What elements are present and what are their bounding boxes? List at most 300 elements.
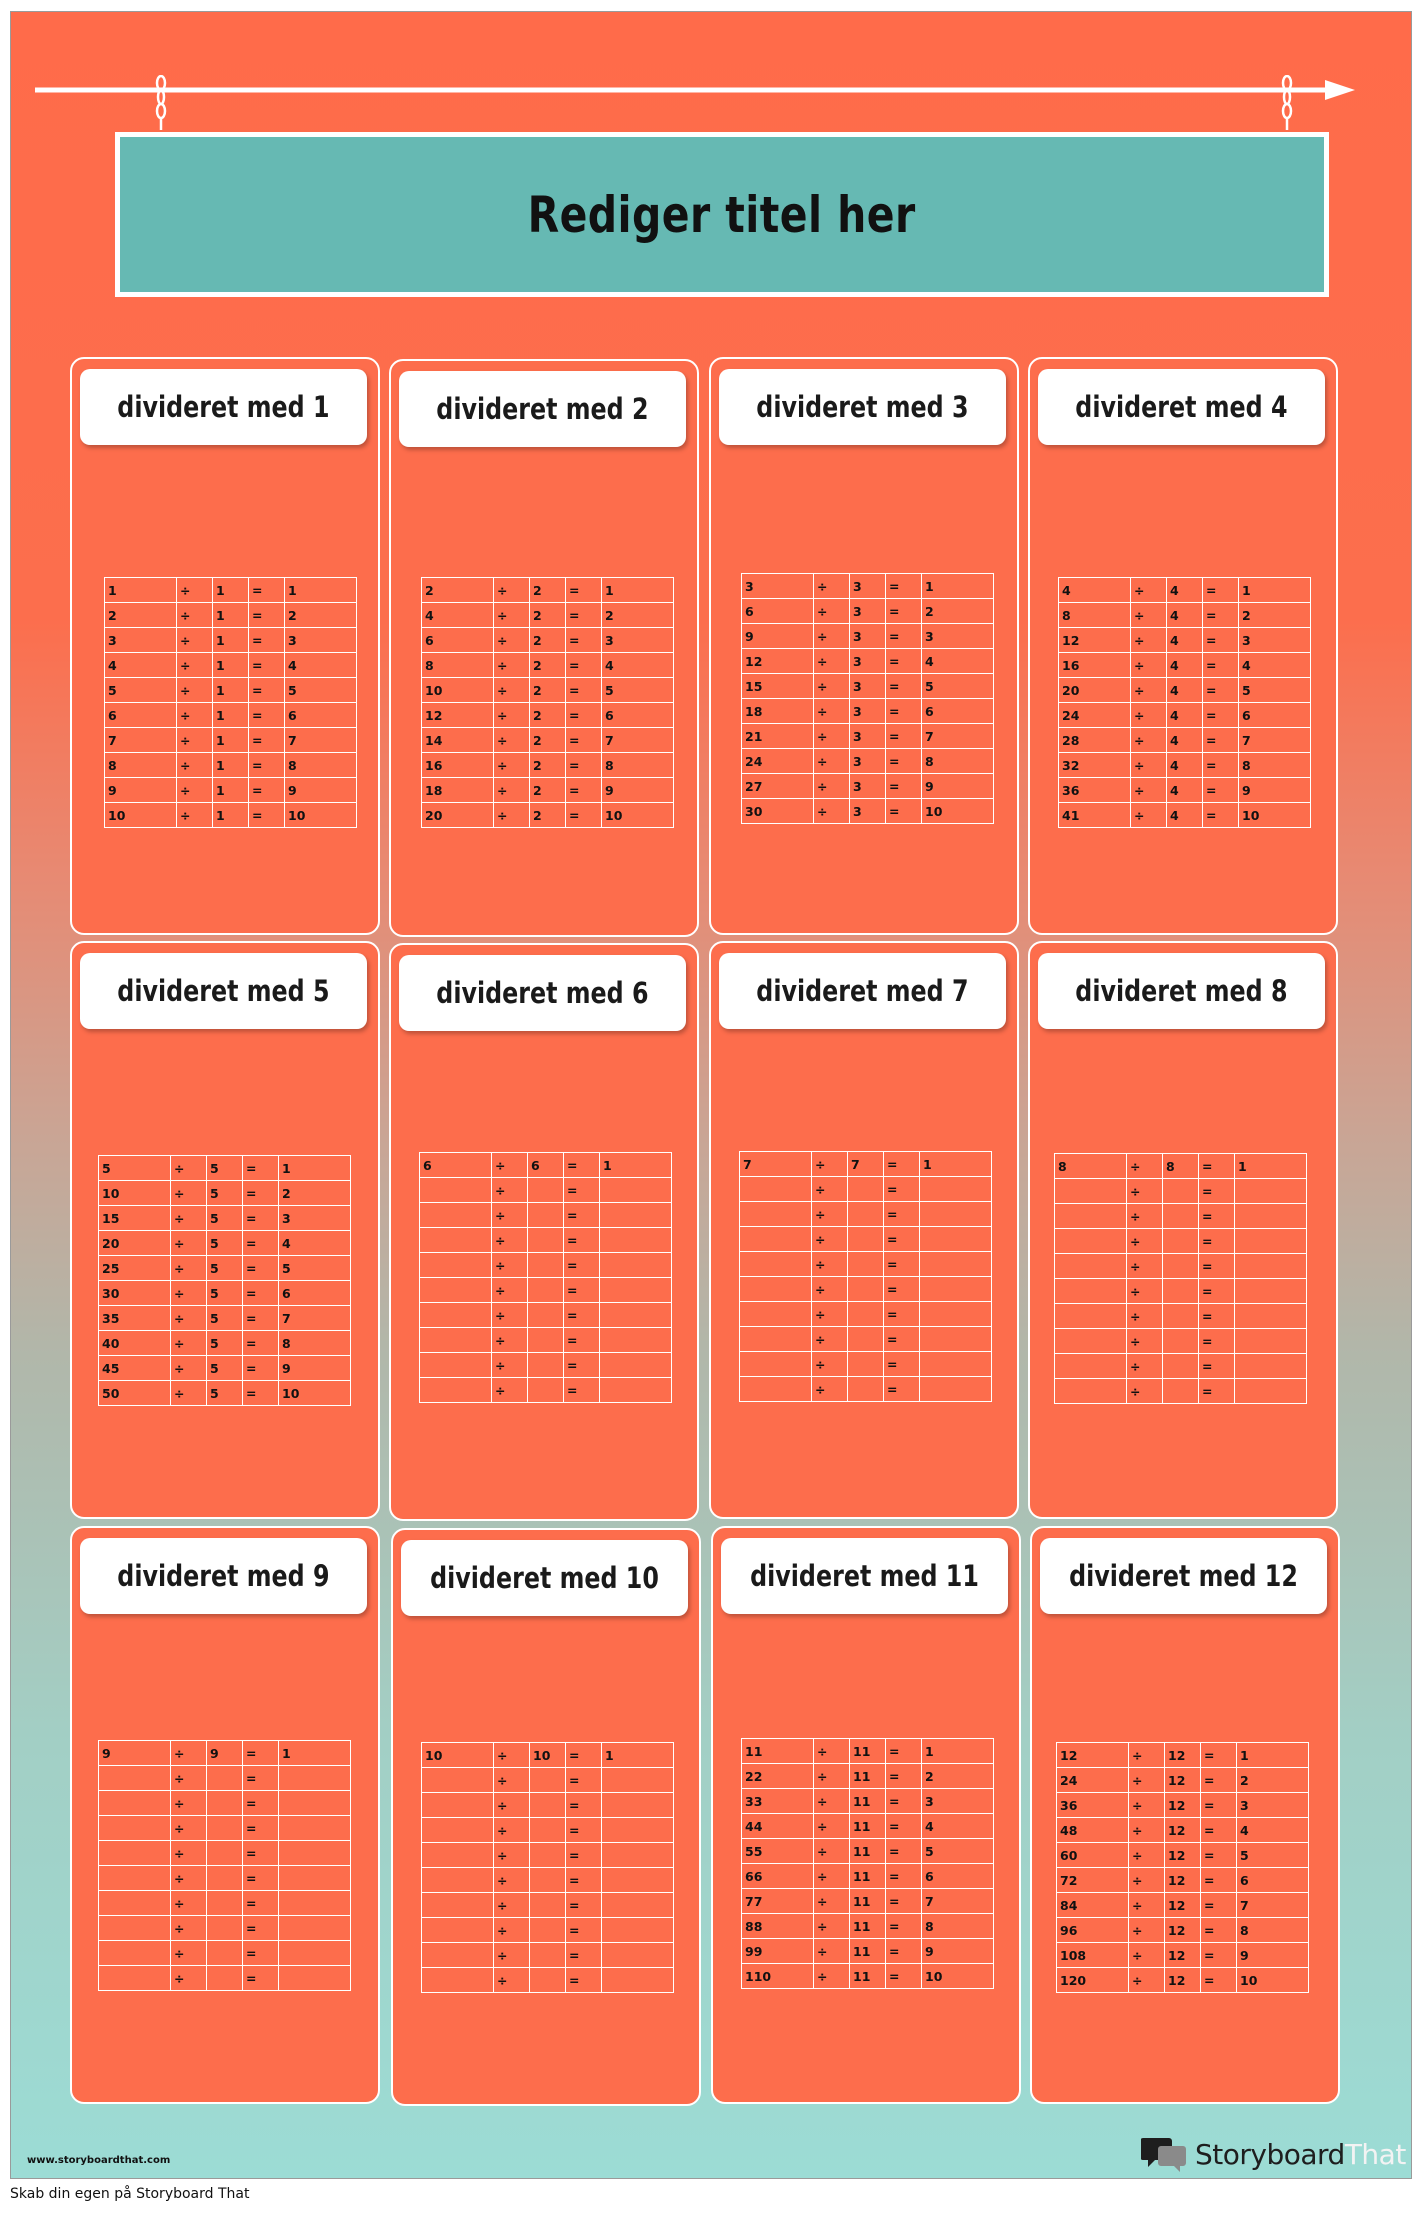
divide-sign-cell[interactable]: ÷ — [177, 653, 213, 678]
divide-sign-cell[interactable]: ÷ — [492, 1278, 528, 1303]
quotient-cell[interactable] — [600, 1303, 672, 1328]
divide-sign-cell[interactable]: ÷ — [492, 1378, 528, 1403]
quotient-cell[interactable]: 1 — [279, 1741, 351, 1766]
dividend-cell[interactable]: 27 — [742, 774, 814, 799]
divisor-cell[interactable]: 3 — [850, 724, 886, 749]
divide-sign-cell[interactable]: ÷ — [171, 1181, 207, 1206]
quotient-cell[interactable] — [920, 1227, 992, 1252]
dividend-cell[interactable]: 28 — [1059, 728, 1131, 753]
divide-sign-cell[interactable]: ÷ — [814, 774, 850, 799]
equals-sign-cell[interactable]: = — [566, 1743, 602, 1768]
equals-sign-cell[interactable]: = — [249, 628, 285, 653]
equals-sign-cell[interactable]: = — [1203, 753, 1239, 778]
card-header[interactable] — [80, 1538, 367, 1614]
equals-sign-cell[interactable]: = — [243, 1741, 279, 1766]
quotient-cell[interactable]: 5 — [602, 678, 674, 703]
divide-sign-cell[interactable]: ÷ — [814, 1939, 850, 1964]
equals-sign-cell[interactable]: = — [243, 1381, 279, 1406]
dividend-cell[interactable]: 55 — [742, 1839, 814, 1864]
divisor-cell[interactable] — [848, 1252, 884, 1277]
quotient-cell[interactable]: 7 — [922, 724, 994, 749]
divide-sign-cell[interactable]: ÷ — [1127, 1354, 1163, 1379]
quotient-cell[interactable]: 9 — [1237, 1943, 1309, 1968]
dividend-cell[interactable]: 10 — [422, 678, 494, 703]
divisor-cell[interactable] — [528, 1328, 564, 1353]
equals-sign-cell[interactable]: = — [566, 1843, 602, 1868]
quotient-cell[interactable]: 2 — [1239, 603, 1311, 628]
card-header[interactable] — [719, 369, 1006, 445]
dividend-cell[interactable]: 24 — [1059, 703, 1131, 728]
divisor-cell[interactable]: 1 — [213, 628, 249, 653]
equals-sign-cell[interactable]: = — [1201, 1818, 1237, 1843]
equals-sign-cell[interactable]: = — [243, 1231, 279, 1256]
equals-sign-cell[interactable]: = — [566, 1818, 602, 1843]
dividend-cell[interactable] — [99, 1966, 171, 1991]
card-title[interactable]: divideret med 6 — [436, 976, 649, 1010]
quotient-cell[interactable]: 2 — [922, 1764, 994, 1789]
divisor-cell[interactable] — [848, 1377, 884, 1402]
divisor-cell[interactable]: 2 — [530, 803, 566, 828]
divisor-cell[interactable]: 4 — [1167, 753, 1203, 778]
dividend-cell[interactable] — [99, 1916, 171, 1941]
equals-sign-cell[interactable]: = — [249, 703, 285, 728]
equals-sign-cell[interactable]: = — [1201, 1743, 1237, 1768]
dividend-cell[interactable]: 16 — [422, 753, 494, 778]
divide-sign-cell[interactable]: ÷ — [814, 1739, 850, 1764]
divide-sign-cell[interactable]: ÷ — [171, 1306, 207, 1331]
dividend-cell[interactable]: 120 — [1057, 1968, 1129, 1993]
equals-sign-cell[interactable]: = — [1199, 1329, 1235, 1354]
divisor-cell[interactable]: 12 — [1165, 1918, 1201, 1943]
dividend-cell[interactable]: 3 — [105, 628, 177, 653]
equals-sign-cell[interactable]: = — [1203, 803, 1239, 828]
divide-sign-cell[interactable]: ÷ — [1129, 1743, 1165, 1768]
equals-sign-cell[interactable]: = — [566, 1793, 602, 1818]
divide-sign-cell[interactable]: ÷ — [171, 1941, 207, 1966]
divisor-cell[interactable]: 3 — [850, 799, 886, 824]
divide-sign-cell[interactable]: ÷ — [1131, 728, 1167, 753]
divide-sign-cell[interactable]: ÷ — [1129, 1918, 1165, 1943]
divisor-cell[interactable]: 9 — [207, 1741, 243, 1766]
dividend-cell[interactable] — [1055, 1304, 1127, 1329]
divisor-cell[interactable] — [207, 1916, 243, 1941]
quotient-cell[interactable] — [602, 1943, 674, 1968]
divisor-cell[interactable] — [1163, 1379, 1199, 1404]
dividend-cell[interactable]: 20 — [422, 803, 494, 828]
card-header[interactable] — [719, 953, 1006, 1029]
dividend-cell[interactable]: 6 — [105, 703, 177, 728]
divisor-cell[interactable]: 4 — [1167, 678, 1203, 703]
equals-sign-cell[interactable]: = — [566, 1768, 602, 1793]
dividend-cell[interactable]: 10 — [422, 1743, 494, 1768]
dividend-cell[interactable]: 5 — [99, 1156, 171, 1181]
divisor-cell[interactable] — [528, 1278, 564, 1303]
divisor-cell[interactable]: 11 — [850, 1939, 886, 1964]
dividend-cell[interactable]: 88 — [742, 1914, 814, 1939]
quotient-cell[interactable] — [920, 1327, 992, 1352]
equals-sign-cell[interactable]: = — [243, 1866, 279, 1891]
divide-sign-cell[interactable]: ÷ — [1131, 628, 1167, 653]
divisor-cell[interactable] — [207, 1766, 243, 1791]
divide-sign-cell[interactable]: ÷ — [1129, 1968, 1165, 1993]
dividend-cell[interactable]: 36 — [1059, 778, 1131, 803]
divisor-cell[interactable]: 12 — [1165, 1793, 1201, 1818]
divide-sign-cell[interactable]: ÷ — [492, 1153, 528, 1178]
quotient-cell[interactable]: 3 — [922, 1789, 994, 1814]
dividend-cell[interactable]: 72 — [1057, 1868, 1129, 1893]
dividend-cell[interactable]: 8 — [105, 753, 177, 778]
equals-sign-cell[interactable]: = — [886, 1864, 922, 1889]
quotient-cell[interactable]: 7 — [285, 728, 357, 753]
dividend-cell[interactable]: 84 — [1057, 1893, 1129, 1918]
quotient-cell[interactable]: 3 — [285, 628, 357, 653]
divisor-cell[interactable]: 1 — [213, 678, 249, 703]
divide-sign-cell[interactable]: ÷ — [814, 1814, 850, 1839]
divisor-cell[interactable]: 3 — [850, 574, 886, 599]
divide-sign-cell[interactable]: ÷ — [1131, 803, 1167, 828]
divide-sign-cell[interactable]: ÷ — [494, 753, 530, 778]
equals-sign-cell[interactable]: = — [886, 699, 922, 724]
dividend-cell[interactable] — [1055, 1354, 1127, 1379]
divisor-cell[interactable]: 11 — [850, 1739, 886, 1764]
divisor-cell[interactable] — [207, 1816, 243, 1841]
divisor-cell[interactable]: 11 — [850, 1964, 886, 1989]
divisor-cell[interactable]: 11 — [850, 1789, 886, 1814]
divisor-cell[interactable]: 12 — [1165, 1818, 1201, 1843]
divide-sign-cell[interactable]: ÷ — [1127, 1154, 1163, 1179]
quotient-cell[interactable] — [1235, 1254, 1307, 1279]
dividend-cell[interactable]: 66 — [742, 1864, 814, 1889]
dividend-cell[interactable]: 7 — [105, 728, 177, 753]
divisor-cell[interactable]: 4 — [1167, 728, 1203, 753]
divide-sign-cell[interactable]: ÷ — [494, 1768, 530, 1793]
equals-sign-cell[interactable]: = — [1201, 1868, 1237, 1893]
divide-sign-cell[interactable]: ÷ — [494, 1918, 530, 1943]
divide-sign-cell[interactable]: ÷ — [494, 1818, 530, 1843]
divide-sign-cell[interactable]: ÷ — [1127, 1279, 1163, 1304]
divisor-cell[interactable] — [848, 1327, 884, 1352]
quotient-cell[interactable]: 6 — [922, 1864, 994, 1889]
divisor-cell[interactable] — [528, 1353, 564, 1378]
divide-sign-cell[interactable]: ÷ — [171, 1231, 207, 1256]
dividend-cell[interactable]: 18 — [422, 778, 494, 803]
dividend-cell[interactable]: 15 — [742, 674, 814, 699]
card-title[interactable]: divideret med 4 — [1075, 390, 1288, 424]
equals-sign-cell[interactable]: = — [566, 678, 602, 703]
equals-sign-cell[interactable]: = — [249, 803, 285, 828]
divide-sign-cell[interactable]: ÷ — [1129, 1818, 1165, 1843]
quotient-cell[interactable]: 4 — [602, 653, 674, 678]
divide-sign-cell[interactable]: ÷ — [814, 1889, 850, 1914]
equals-sign-cell[interactable]: = — [1203, 628, 1239, 653]
dividend-cell[interactable] — [99, 1791, 171, 1816]
equals-sign-cell[interactable]: = — [1201, 1768, 1237, 1793]
quotient-cell[interactable]: 3 — [279, 1206, 351, 1231]
quotient-cell[interactable]: 7 — [1239, 728, 1311, 753]
divisor-cell[interactable]: 3 — [850, 749, 886, 774]
quotient-cell[interactable] — [1235, 1229, 1307, 1254]
divide-sign-cell[interactable]: ÷ — [812, 1202, 848, 1227]
dividend-cell[interactable]: 8 — [1055, 1154, 1127, 1179]
dividend-cell[interactable] — [740, 1252, 812, 1277]
equals-sign-cell[interactable]: = — [566, 703, 602, 728]
equals-sign-cell[interactable]: = — [886, 624, 922, 649]
divisor-cell[interactable] — [1163, 1179, 1199, 1204]
dividend-cell[interactable]: 15 — [99, 1206, 171, 1231]
divisor-cell[interactable]: 4 — [1167, 653, 1203, 678]
quotient-cell[interactable] — [602, 1968, 674, 1993]
divisor-cell[interactable]: 1 — [213, 653, 249, 678]
equals-sign-cell[interactable]: = — [566, 578, 602, 603]
divide-sign-cell[interactable]: ÷ — [1131, 678, 1167, 703]
equals-sign-cell[interactable]: = — [1199, 1179, 1235, 1204]
quotient-cell[interactable]: 3 — [922, 624, 994, 649]
quotient-cell[interactable]: 1 — [279, 1156, 351, 1181]
dividend-cell[interactable]: 110 — [742, 1964, 814, 1989]
quotient-cell[interactable] — [920, 1302, 992, 1327]
dividend-cell[interactable] — [420, 1328, 492, 1353]
dividend-cell[interactable] — [420, 1303, 492, 1328]
quotient-cell[interactable] — [920, 1177, 992, 1202]
quotient-cell[interactable]: 8 — [602, 753, 674, 778]
card-title[interactable]: divideret med 8 — [1075, 974, 1288, 1008]
divisor-cell[interactable] — [1163, 1204, 1199, 1229]
quotient-cell[interactable] — [602, 1893, 674, 1918]
card-title[interactable]: divideret med 12 — [1069, 1559, 1298, 1593]
equals-sign-cell[interactable]: = — [884, 1252, 920, 1277]
divide-sign-cell[interactable]: ÷ — [814, 1839, 850, 1864]
quotient-cell[interactable] — [279, 1941, 351, 1966]
quotient-cell[interactable] — [279, 1866, 351, 1891]
divide-sign-cell[interactable]: ÷ — [812, 1252, 848, 1277]
divisor-cell[interactable]: 4 — [1167, 628, 1203, 653]
equals-sign-cell[interactable]: = — [1201, 1843, 1237, 1868]
divide-sign-cell[interactable]: ÷ — [494, 1943, 530, 1968]
equals-sign-cell[interactable]: = — [884, 1152, 920, 1177]
dividend-cell[interactable] — [1055, 1204, 1127, 1229]
divisor-cell[interactable] — [530, 1943, 566, 1968]
dividend-cell[interactable]: 10 — [99, 1181, 171, 1206]
card-header[interactable] — [401, 1540, 688, 1616]
divisor-cell[interactable] — [530, 1918, 566, 1943]
card-header[interactable] — [80, 369, 367, 445]
equals-sign-cell[interactable]: = — [886, 1914, 922, 1939]
divide-sign-cell[interactable]: ÷ — [1129, 1943, 1165, 1968]
dividend-cell[interactable] — [422, 1868, 494, 1893]
dividend-cell[interactable]: 14 — [422, 728, 494, 753]
equals-sign-cell[interactable]: = — [243, 1766, 279, 1791]
quotient-cell[interactable]: 10 — [1237, 1968, 1309, 1993]
equals-sign-cell[interactable]: = — [886, 1814, 922, 1839]
dividend-cell[interactable] — [99, 1941, 171, 1966]
divisor-cell[interactable]: 5 — [207, 1181, 243, 1206]
dividend-cell[interactable]: 108 — [1057, 1943, 1129, 1968]
quotient-cell[interactable] — [600, 1278, 672, 1303]
quotient-cell[interactable] — [602, 1918, 674, 1943]
equals-sign-cell[interactable]: = — [886, 749, 922, 774]
quotient-cell[interactable]: 4 — [922, 649, 994, 674]
divisor-cell[interactable] — [530, 1968, 566, 1993]
quotient-cell[interactable]: 1 — [920, 1152, 992, 1177]
divide-sign-cell[interactable]: ÷ — [494, 778, 530, 803]
dividend-cell[interactable]: 4 — [105, 653, 177, 678]
dividend-cell[interactable]: 12 — [1057, 1743, 1129, 1768]
quotient-cell[interactable]: 1 — [1237, 1743, 1309, 1768]
quotient-cell[interactable] — [600, 1253, 672, 1278]
dividend-cell[interactable]: 2 — [105, 603, 177, 628]
equals-sign-cell[interactable]: = — [886, 1939, 922, 1964]
quotient-cell[interactable]: 5 — [1239, 678, 1311, 703]
quotient-cell[interactable]: 10 — [285, 803, 357, 828]
equals-sign-cell[interactable]: = — [886, 574, 922, 599]
equals-sign-cell[interactable]: = — [243, 1891, 279, 1916]
equals-sign-cell[interactable]: = — [884, 1302, 920, 1327]
card-header[interactable] — [1038, 369, 1325, 445]
divide-sign-cell[interactable]: ÷ — [814, 724, 850, 749]
equals-sign-cell[interactable]: = — [564, 1203, 600, 1228]
equals-sign-cell[interactable]: = — [1203, 728, 1239, 753]
quotient-cell[interactable]: 9 — [1239, 778, 1311, 803]
dividend-cell[interactable]: 3 — [742, 574, 814, 599]
divisor-cell[interactable]: 3 — [850, 699, 886, 724]
quotient-cell[interactable] — [600, 1228, 672, 1253]
dividend-cell[interactable]: 35 — [99, 1306, 171, 1331]
equals-sign-cell[interactable]: = — [1203, 678, 1239, 703]
divisor-cell[interactable]: 4 — [1167, 603, 1203, 628]
divide-sign-cell[interactable]: ÷ — [812, 1277, 848, 1302]
equals-sign-cell[interactable]: = — [243, 1306, 279, 1331]
divisor-cell[interactable] — [207, 1841, 243, 1866]
divisor-cell[interactable]: 5 — [207, 1156, 243, 1181]
equals-sign-cell[interactable]: = — [564, 1278, 600, 1303]
quotient-cell[interactable]: 9 — [922, 774, 994, 799]
divisor-cell[interactable] — [207, 1891, 243, 1916]
divisor-cell[interactable]: 11 — [850, 1764, 886, 1789]
dividend-cell[interactable]: 96 — [1057, 1918, 1129, 1943]
dividend-cell[interactable]: 33 — [742, 1789, 814, 1814]
divide-sign-cell[interactable]: ÷ — [494, 628, 530, 653]
divisor-cell[interactable]: 4 — [1167, 703, 1203, 728]
quotient-cell[interactable] — [920, 1202, 992, 1227]
divide-sign-cell[interactable]: ÷ — [494, 678, 530, 703]
dividend-cell[interactable] — [422, 1768, 494, 1793]
quotient-cell[interactable] — [600, 1328, 672, 1353]
divisor-cell[interactable] — [530, 1868, 566, 1893]
equals-sign-cell[interactable]: = — [243, 1281, 279, 1306]
equals-sign-cell[interactable]: = — [1199, 1229, 1235, 1254]
divisor-cell[interactable]: 2 — [530, 728, 566, 753]
equals-sign-cell[interactable]: = — [1203, 703, 1239, 728]
equals-sign-cell[interactable]: = — [886, 1764, 922, 1789]
divisor-cell[interactable]: 11 — [850, 1889, 886, 1914]
divide-sign-cell[interactable]: ÷ — [1131, 703, 1167, 728]
quotient-cell[interactable] — [1235, 1279, 1307, 1304]
dividend-cell[interactable] — [1055, 1179, 1127, 1204]
quotient-cell[interactable]: 1 — [602, 578, 674, 603]
equals-sign-cell[interactable]: = — [1199, 1304, 1235, 1329]
divide-sign-cell[interactable]: ÷ — [814, 624, 850, 649]
dividend-cell[interactable]: 20 — [99, 1231, 171, 1256]
divide-sign-cell[interactable]: ÷ — [1127, 1254, 1163, 1279]
divide-sign-cell[interactable]: ÷ — [812, 1177, 848, 1202]
title-banner[interactable] — [115, 132, 1329, 297]
quotient-cell[interactable]: 6 — [602, 703, 674, 728]
dividend-cell[interactable] — [99, 1891, 171, 1916]
equals-sign-cell[interactable]: = — [884, 1377, 920, 1402]
quotient-cell[interactable]: 2 — [279, 1181, 351, 1206]
equals-sign-cell[interactable]: = — [566, 628, 602, 653]
quotient-cell[interactable]: 6 — [279, 1281, 351, 1306]
dividend-cell[interactable]: 30 — [742, 799, 814, 824]
dividend-cell[interactable]: 50 — [99, 1381, 171, 1406]
dividend-cell[interactable]: 9 — [105, 778, 177, 803]
divisor-cell[interactable]: 3 — [850, 674, 886, 699]
divisor-cell[interactable] — [530, 1843, 566, 1868]
dividend-cell[interactable]: 11 — [742, 1739, 814, 1764]
dividend-cell[interactable] — [420, 1203, 492, 1228]
divide-sign-cell[interactable]: ÷ — [171, 1256, 207, 1281]
divide-sign-cell[interactable]: ÷ — [171, 1791, 207, 1816]
quotient-cell[interactable]: 8 — [285, 753, 357, 778]
dividend-cell[interactable] — [422, 1818, 494, 1843]
quotient-cell[interactable]: 10 — [922, 799, 994, 824]
divisor-cell[interactable] — [207, 1966, 243, 1991]
divisor-cell[interactable]: 1 — [213, 703, 249, 728]
divide-sign-cell[interactable]: ÷ — [814, 1914, 850, 1939]
quotient-cell[interactable] — [602, 1843, 674, 1868]
quotient-cell[interactable] — [1235, 1379, 1307, 1404]
divide-sign-cell[interactable]: ÷ — [494, 703, 530, 728]
divisor-cell[interactable]: 5 — [207, 1306, 243, 1331]
dividend-cell[interactable]: 4 — [422, 603, 494, 628]
divisor-cell[interactable]: 7 — [848, 1152, 884, 1177]
divisor-cell[interactable]: 5 — [207, 1381, 243, 1406]
divisor-cell[interactable]: 12 — [1165, 1868, 1201, 1893]
dividend-cell[interactable]: 12 — [1059, 628, 1131, 653]
equals-sign-cell[interactable]: = — [886, 599, 922, 624]
equals-sign-cell[interactable]: = — [249, 778, 285, 803]
dividend-cell[interactable]: 60 — [1057, 1843, 1129, 1868]
dividend-cell[interactable]: 8 — [422, 653, 494, 678]
divide-sign-cell[interactable]: ÷ — [177, 678, 213, 703]
divide-sign-cell[interactable]: ÷ — [814, 1864, 850, 1889]
equals-sign-cell[interactable]: = — [884, 1202, 920, 1227]
divisor-cell[interactable] — [528, 1253, 564, 1278]
quotient-cell[interactable]: 3 — [602, 628, 674, 653]
equals-sign-cell[interactable]: = — [886, 1889, 922, 1914]
dividend-cell[interactable] — [99, 1841, 171, 1866]
divisor-cell[interactable] — [207, 1866, 243, 1891]
quotient-cell[interactable]: 5 — [1237, 1843, 1309, 1868]
dividend-cell[interactable]: 6 — [422, 628, 494, 653]
divisor-cell[interactable]: 11 — [850, 1914, 886, 1939]
divisor-cell[interactable] — [528, 1303, 564, 1328]
divisor-cell[interactable]: 4 — [1167, 778, 1203, 803]
divide-sign-cell[interactable]: ÷ — [1131, 653, 1167, 678]
quotient-cell[interactable]: 1 — [1239, 578, 1311, 603]
divisor-cell[interactable]: 6 — [528, 1153, 564, 1178]
divide-sign-cell[interactable]: ÷ — [814, 749, 850, 774]
divide-sign-cell[interactable]: ÷ — [177, 603, 213, 628]
equals-sign-cell[interactable]: = — [566, 653, 602, 678]
divisor-cell[interactable]: 5 — [207, 1356, 243, 1381]
dividend-cell[interactable]: 36 — [1057, 1793, 1129, 1818]
equals-sign-cell[interactable]: = — [886, 1839, 922, 1864]
quotient-cell[interactable]: 1 — [600, 1153, 672, 1178]
divisor-cell[interactable]: 3 — [850, 624, 886, 649]
quotient-cell[interactable]: 4 — [1237, 1818, 1309, 1843]
divide-sign-cell[interactable]: ÷ — [1129, 1893, 1165, 1918]
